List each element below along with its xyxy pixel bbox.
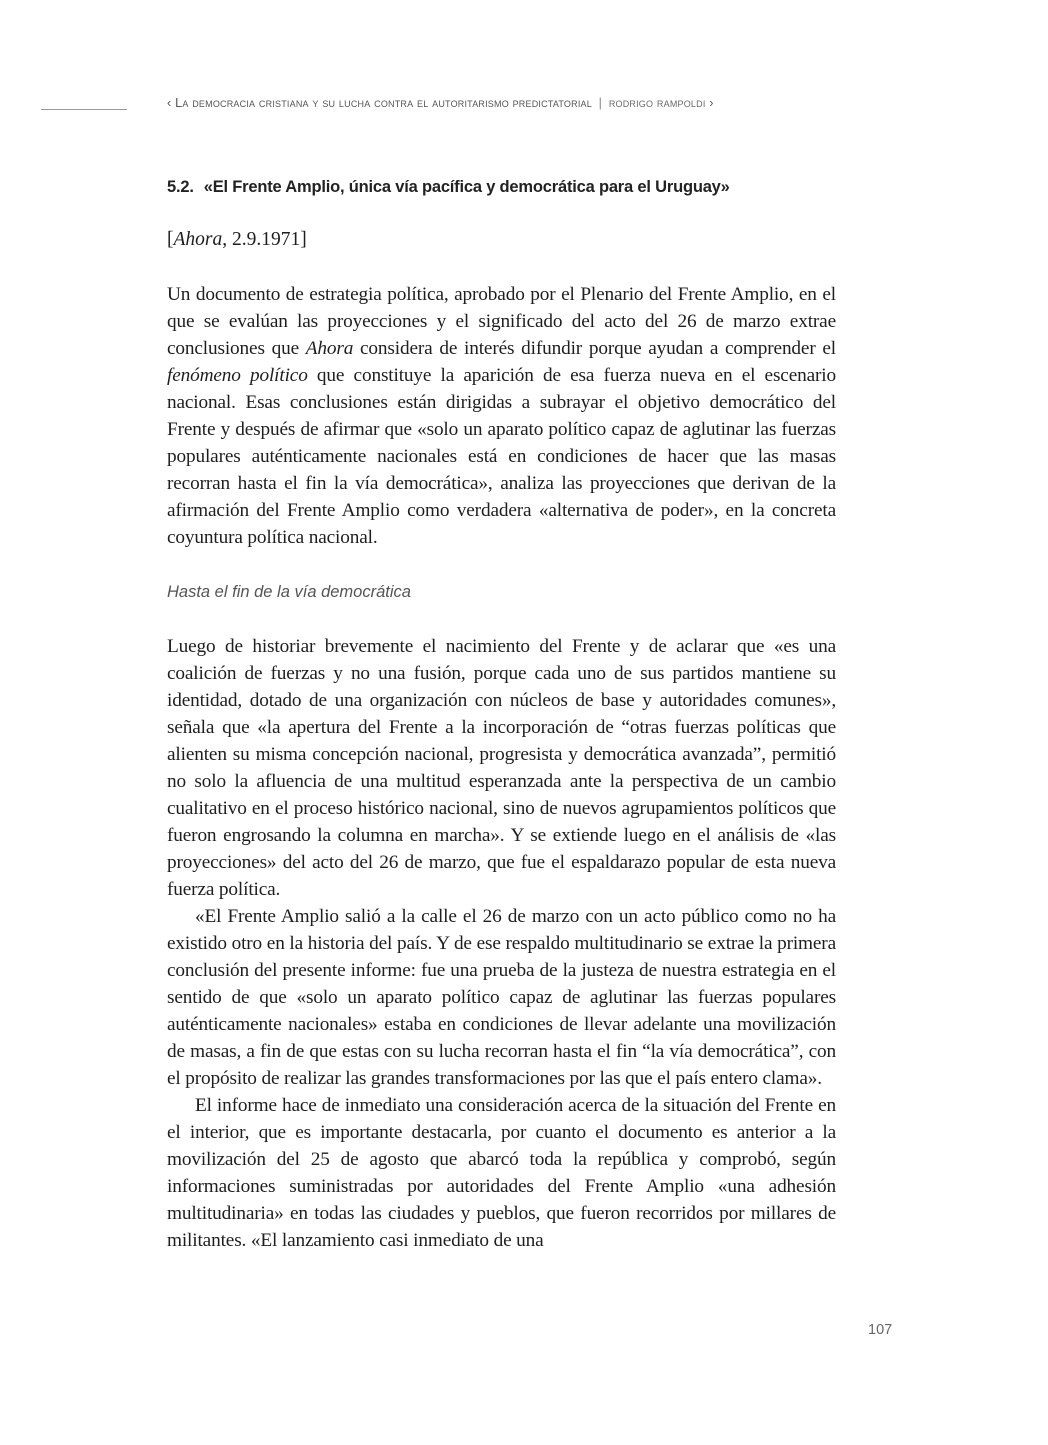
emphasis-term: fenómeno político [167,365,308,386]
open-bracket: [ [167,229,174,250]
emphasis-publication: Ahora [305,338,354,359]
running-head-text [167,96,714,110]
paragraph-4: El informe hace de inmediato una consideración acerca de la situación del Frente en el interior, que es importante destacarla, por cuanto el documento es anterior a la movilización del 25 de agosto que abarcó toda la república y comprobó, según informaciones suministradas por autoridades del Frente Amplio «una adhesión multitudinaria» en todas las ciudades y pueblos, que fueron recorridos por millares de militantes. «El lanzamiento casi inmediato de una [167,1095,836,1251]
paragraph-3: «El Frente Amplio salió a la calle el 26 de marzo con un acto público como no ha existido otro en la historia del país. Y de ese respaldo multitudinario se extrae la primera conclusión del presente informe: fue una prueba de la justeza de nuestra estrategia en el sentido de que «solo un aparato político capaz de aglutinar las fuerzas populares auténticamente nacionales» estaba en condiciones de llevar adelante una movilización de masas, a fin de que estas con su lucha recorran hasta el fin “la vía democrática”, con el propósito de realizar las grandes transformaciones por las que el país entero clama». [167,906,836,1089]
paragraph-intro [167,281,836,551]
paragraph-2: Luego de historiar brevemente el nacimiento del Frente y de aclarar que «es una coalición de fuerzas y no una fusión, porque cada uno de sus partidos mantiene su identidad, dotado de una organización con núcleos de base y autoridades comunes», señala que «la apertura del Frente a la incorporación de “otras fuerzas políticas que alienten su misma concepción nacional, progresista y democrática avanzada”, permitió no solo la afluencia de una multitud esperanzada ante la perspectiva de un cambio cualitativo en el proceso histórico nacional, sino de nuevos agrupamientos políticos que fueron engrosando la columna en marcha». Y se extiende luego en el análisis de «las proyecciones» del acto del 26 de marzo, que fue el espaldarazo popular de esta nueva fuerza política. [167,636,836,900]
section-title: «El Frente Amplio, única vía pacífica y democrática para el Uruguay» [203,178,730,196]
publication-name: Ahora [173,229,223,250]
paragraph-text: Un documento de estrategia política, aprobado por el Plenario del Frente Amplio, en el que se evalúan las proyecciones y el significado del acto del 26 de marzo extrae conclusiones que [167,284,836,359]
publication-date: , 2.9.1971 [222,229,301,250]
page-body [167,172,836,1254]
source-citation [167,225,836,255]
running-head [0,96,1048,116]
section-number: 5.2. [167,178,194,196]
paragraph-text: considera de interés difundir porque ayudan a comprender el [353,338,836,359]
section-heading [167,172,836,202]
subheading: Hasta el fin de la vía democrática [167,583,411,601]
paragraph-text: que constituye la aparición de esa fuerza nueva en el escenario nacional. Esas conclusiones están dirigidas a subrayar el objetivo democrático del Frente y después de afirmar que «solo un aparato político capaz de aglutinar las fuerzas populares auténticamente nacionales está en condiciones de hacer que las masas recorran hasta el fin la vía democrática», analiza las proyecciones que derivan de la afirmación del Frente Amplio como verdadera «alternativa de poder», en la concreta coyuntura política nacional. [167,365,836,548]
close-bracket: ] [300,229,307,250]
header-rule [41,109,127,110]
page-number: 107 [868,1322,893,1338]
author-name: rodrigo rampoldi [608,96,706,110]
book-title: La democracia cristiana y su lucha contra el autoritarismo predictatorial [175,96,592,110]
open-angle-mark: ‹ [167,96,172,110]
close-angle-mark: › [709,96,714,110]
head-separator: | [598,96,603,110]
